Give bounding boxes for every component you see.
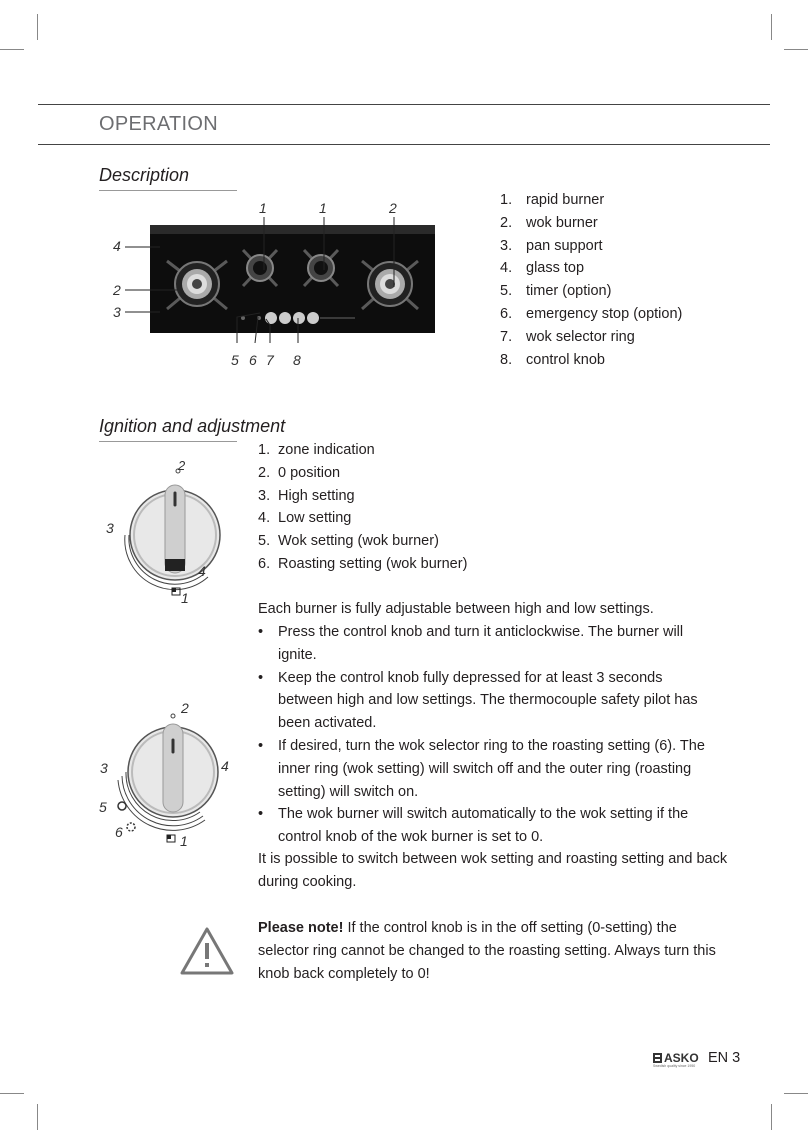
list-item: 4. Low setting [258, 510, 352, 527]
list-item: 2. 0 position [258, 464, 341, 481]
callout-wok-burner: 2 [389, 200, 397, 216]
list-item: 6. Roasting setting (wok burner) [258, 555, 468, 572]
list-item: 3. pan support [500, 237, 603, 254]
knob1-label-zone: 1 [181, 590, 189, 606]
list-item: 4. glass top [500, 260, 585, 277]
component-legend [500, 189, 682, 371]
callout-pan-support: 3 [113, 304, 121, 320]
crop-mark [784, 49, 808, 50]
list-item: 1. zone indication [258, 442, 375, 458]
list-item: 7. wok selector ring [500, 328, 635, 345]
description-heading-underline [99, 190, 237, 191]
warning-icon [179, 926, 235, 976]
switch-paragraph: It is possible to switch between wok setting and roasting setting and back during cooking. [258, 851, 728, 890]
callout-wok-burner-left: 2 [113, 282, 121, 298]
settings-list [258, 439, 467, 576]
knob-diagram-standard [100, 455, 240, 610]
list-item: • Keep the control knob fully depressed for at least 3 seconds between high and low settings. The thermocouple safety pilot has been activated. [258, 667, 718, 735]
note-paragraph [258, 917, 728, 985]
knob2-label-low: 4 [221, 758, 229, 774]
callout-emergency-stop: 6 [249, 352, 257, 368]
ignition-heading: Ignition and adjustment [99, 416, 286, 436]
list-item: • Press the control knob and turn it anticlockwise. The burner will ignite. [258, 621, 718, 667]
instruction-bullets [258, 621, 718, 849]
note-label: Please note! [258, 920, 344, 936]
crop-mark [0, 1093, 24, 1094]
list-item: 6. emergency stop (option) [500, 305, 683, 322]
callout-timer: 5 [231, 352, 239, 368]
section-title: OPERATION [99, 113, 219, 135]
callout-control-knob: 8 [293, 352, 301, 368]
list-item: 8. control knob [500, 351, 605, 368]
list-item: 5. Wok setting (wok burner) [258, 533, 439, 550]
note-text: If the control knob is in the off setting (0-setting) the selector ring cannot be changed to the roasting setting. Always turn this knob back completely to 0! [258, 920, 716, 982]
ignition-heading-underline [99, 441, 237, 442]
crop-mark [0, 49, 24, 50]
callout-rapid-burner-2: 1 [319, 200, 327, 216]
knob1-label-zero-position: 2 [178, 458, 186, 473]
knob2-label-zero-position: 2 [181, 700, 189, 716]
list-item: 1. rapid burner [500, 192, 605, 208]
brand-tagline: Swedish quality since 1950 [653, 1064, 696, 1068]
knob2-label-wok: 5 [99, 799, 107, 815]
crop-mark [37, 1104, 38, 1130]
list-item: • The wok burner will switch automatically to the wok setting if the control knob of the wok burner is set to 0. [258, 803, 718, 849]
header-top-rule [38, 104, 770, 105]
brand-logo-mark [653, 1053, 662, 1063]
crop-mark [37, 14, 38, 40]
callout-rapid-burner-1: 1 [259, 200, 267, 216]
list-item: 5. timer (option) [500, 283, 612, 300]
callout-glass-top: 4 [113, 238, 121, 254]
list-item: • If desired, turn the wok selector ring to the roasting setting (6). The inner ring (wok setting) will switch off and the outer ring (roasting setting) will switch on. [258, 735, 718, 803]
brand-logo: ASKO [664, 1051, 699, 1065]
list-item: 2. wok burner [500, 214, 598, 231]
knob1-label-high: 3 [106, 520, 114, 536]
list-item: 3. High setting [258, 487, 355, 504]
intro-paragraph: Each burner is fully adjustable between high and low settings. [258, 601, 654, 617]
header-bottom-rule [38, 144, 770, 145]
description-heading: Description [99, 165, 190, 185]
crop-mark [771, 1104, 772, 1130]
knob2-label-roast: 6 [115, 824, 123, 840]
callout-wok-selector-ring: 7 [266, 352, 274, 368]
page-number: EN 3 [708, 1050, 741, 1066]
crop-mark [771, 14, 772, 40]
knob2-label-high: 3 [100, 760, 108, 776]
crop-mark [784, 1093, 808, 1094]
knob1-label-low: 4 [198, 563, 206, 579]
callout-leader-lines [100, 195, 440, 365]
knob2-label-zone: 1 [180, 833, 188, 849]
